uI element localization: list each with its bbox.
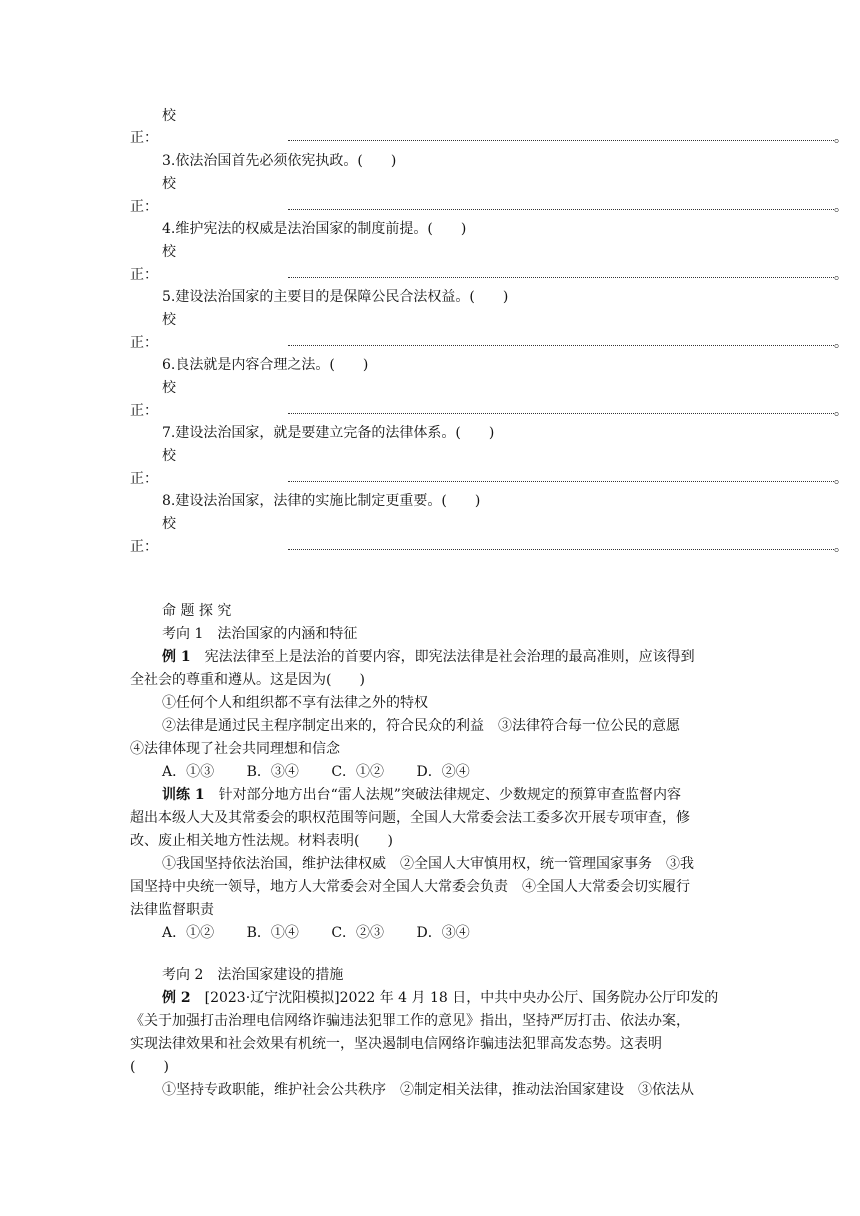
true-false-item-4: 4.维护宪法的权威是法治国家的制度前提。( ) xyxy=(162,221,467,237)
end-mark: 。 xyxy=(834,471,848,487)
example-2-label: 例 2 xyxy=(162,990,191,1006)
correction-label-zheng: 正： xyxy=(130,267,158,283)
correction-label-xiao: 校 xyxy=(162,448,176,464)
option-c[interactable]: C．②③ xyxy=(331,925,385,941)
option-d[interactable]: D．③④ xyxy=(416,925,470,941)
end-mark: 。 xyxy=(834,130,848,146)
option-c[interactable]: C．①② xyxy=(331,764,385,780)
option-d[interactable]: D．②④ xyxy=(416,764,470,780)
training-1-statement-line-2: 国坚持中央统一领导，地方人大常委会对全国人大常委会负责 ④全国人大常委会切实履行 xyxy=(130,879,690,895)
end-mark: 。 xyxy=(834,403,848,419)
training-1-options xyxy=(162,922,740,944)
example-1-statement-2-3: ②法律是通过民主程序制定出来的，符合民众的利益 ③法律符合每一位公民的意愿 xyxy=(162,718,680,734)
correction-label-zheng: 正： xyxy=(130,403,158,419)
end-mark: 。 xyxy=(834,539,848,555)
example-1-statement-4: ④法律体现了社会共同理想和信念 xyxy=(130,741,340,757)
dotted-fill-line xyxy=(288,140,834,141)
example-1-label: 例 1 xyxy=(162,649,191,665)
example-2-line-3: 实现法律效果和社会效果有机统一，坚决遏制电信网络诈骗违法犯罪高发态势。这表明 xyxy=(130,1036,662,1052)
correction-line[interactable] xyxy=(130,536,848,558)
correction-label-xiao: 校 xyxy=(162,380,176,396)
option-a[interactable]: A．①③ xyxy=(162,764,215,780)
dotted-fill-line xyxy=(288,209,834,210)
example-2-line-2: 《关于加强打击治理电信网络诈骗违法犯罪工作的意见》指出，坚持严厉打击、依法办案， xyxy=(130,1013,690,1029)
option-a[interactable]: A．①② xyxy=(162,925,215,941)
dotted-fill-line xyxy=(288,481,834,482)
dotted-fill-line xyxy=(288,277,834,278)
correction-label-xiao: 校 xyxy=(162,312,176,328)
training-1-text: 针对部分地方出台“雷人法规”突破法律规定、少数规定的预算审查监督内容 xyxy=(204,787,681,803)
training-1-label: 训练 1 xyxy=(162,787,205,803)
correction-label-zheng: 正： xyxy=(130,471,158,487)
end-mark: 。 xyxy=(834,199,848,215)
true-false-item-6: 6.良法就是内容合理之法。( ) xyxy=(162,357,369,373)
training-1-statement-line-1: ①我国坚持依法治国，维护法律权威 ②全国人大审慎用权，统一管理国家事务 ③我 xyxy=(162,856,694,872)
correction-label-xiao: 校 xyxy=(162,176,176,192)
correction-line[interactable] xyxy=(130,332,848,354)
correction-line[interactable] xyxy=(130,468,848,490)
correction-label-zheng: 正： xyxy=(130,539,158,555)
example-2-line-4: ( ) xyxy=(130,1059,169,1075)
correction-label-xiao: 校 xyxy=(162,516,176,532)
true-false-item-5: 5.建设法治国家的主要目的是保障公民合法权益。( ) xyxy=(162,289,509,305)
correction-label-zheng: 正： xyxy=(130,130,158,146)
option-b[interactable]: B．③④ xyxy=(246,764,299,780)
example-1-line-2: 全社会的尊重和遵从。这是因为( ) xyxy=(130,672,365,688)
example-2-statement-line-1: ①坚持专政职能，维护社会公共秩序 ②制定相关法律，推动法治国家建设 ③依法从 xyxy=(162,1082,694,1098)
true-false-item-8: 8.建设法治国家，法律的实施比制定更重要。( ) xyxy=(162,493,481,509)
kaoxiang-1-heading: 考向 1 法治国家的内涵和特征 xyxy=(162,626,358,642)
example-1-text: 宪法法律至上是法治的首要内容，即宪法法律是社会治理的最高准则，应该得到 xyxy=(190,649,695,665)
training-1-line-2: 超出本级人大及其常委会的职权范围等问题，全国人大常委会法工委多次开展专项审查，修 xyxy=(130,810,690,826)
true-false-item-7: 7.建设法治国家，就是要建立完备的法律体系。( ) xyxy=(162,425,495,441)
training-1-line-1 xyxy=(162,784,740,806)
correction-line[interactable] xyxy=(130,196,848,218)
training-1-line-3: 改、废止相关地方性法规。材料表明( ) xyxy=(130,833,393,849)
example-1-statement-1: ①任何个人和组织都不享有法律之外的特权 xyxy=(162,695,428,711)
example-2-line-1 xyxy=(162,987,740,1009)
correction-label-zheng: 正： xyxy=(130,335,158,351)
kaoxiang-2-heading: 考向 2 法治国家建设的措施 xyxy=(162,967,344,983)
section-title: 命 题 探 究 xyxy=(162,603,232,619)
dotted-fill-line xyxy=(288,413,834,414)
example-1-line-1 xyxy=(162,646,740,668)
dotted-fill-line xyxy=(288,549,834,550)
correction-label-xiao: 校 xyxy=(162,244,176,260)
correction-label-xiao: 校 xyxy=(162,108,176,124)
example-2-text: [2023·辽宁沈阳模拟]2022 年 4 月 18 日，中共中央办公厅、国务院办公厅印发的 xyxy=(190,990,719,1006)
correction-line[interactable] xyxy=(130,264,848,286)
dotted-fill-line xyxy=(288,345,834,346)
correction-line[interactable] xyxy=(130,127,848,149)
true-false-item-3: 3.依法治国首先必须依宪执政。( ) xyxy=(162,153,397,169)
correction-label-zheng: 正： xyxy=(130,199,158,215)
training-1-statement-line-3: 法律监督职责 xyxy=(130,902,214,918)
end-mark: 。 xyxy=(834,335,848,351)
example-1-options xyxy=(162,761,740,783)
correction-line[interactable] xyxy=(130,400,848,422)
option-b[interactable]: B．①④ xyxy=(246,925,299,941)
end-mark: 。 xyxy=(834,267,848,283)
